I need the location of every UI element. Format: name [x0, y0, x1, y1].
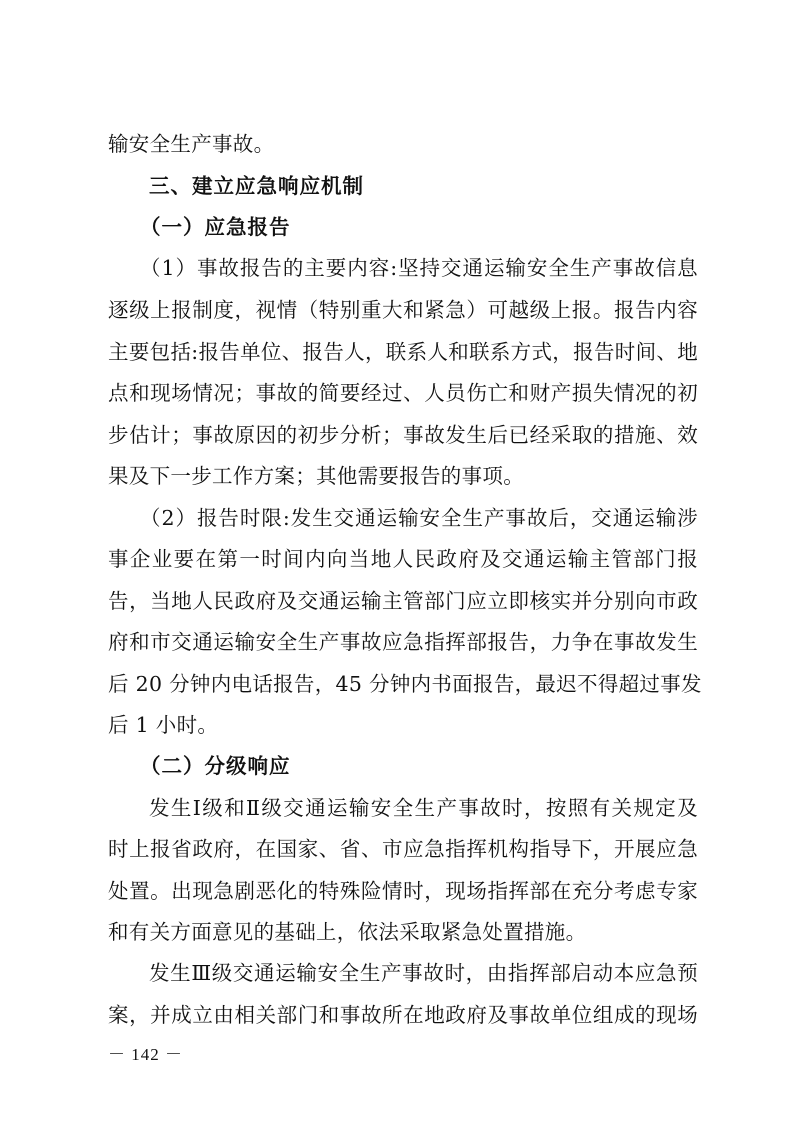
subsection-heading: （一）应急报告: [140, 215, 291, 239]
text-line: 事企业要在第一时间内向当地人民政府及交通运输主管部门报: [108, 547, 698, 571]
text-line: 后 20 分钟内电话报告，45 分钟内书面报告，最迟不得超过事发: [108, 672, 702, 696]
text-line: 时上报省政府，在国家、省、市应急指挥机构指导下，开展应急: [108, 837, 698, 861]
text-line: 后 1 小时。: [108, 713, 219, 737]
text-line: 步估计；事故原因的初步分析；事故发生后已经采取的措施、效: [108, 423, 698, 447]
text-line: 逐级上报制度，视情（特别重大和紧急）可越级上报。报告内容: [108, 298, 698, 322]
text-line: 告，当地人民政府及交通运输主管部门应立即核实并分别向市政: [108, 589, 698, 613]
section-heading: 三、建立应急响应机制: [149, 174, 364, 198]
text-line: （1）事故报告的主要内容:坚持交通运输安全生产事故信息: [140, 256, 698, 280]
text-line: 和有关方面意见的基础上，依法采取紧急处置措施。: [108, 920, 587, 944]
text-line: 果及下一步工作方案；其他需要报告的事项。: [108, 464, 524, 488]
text-line: 发生Ⅲ级交通运输安全生产事故时，由指挥部启动本应急预: [149, 961, 698, 985]
text-line: 主要包括:报告单位、报告人，联系人和联系方式，报告时间、地: [108, 340, 698, 364]
text-line: 府和市交通运输安全生产事故应急指挥部报告，力争在事故发生: [108, 630, 698, 654]
subsection-heading: （二）分级响应: [140, 754, 291, 778]
text-line: 案，并成立由相关部门和事故所在地政府及事故单位组成的现场: [108, 1003, 698, 1027]
text-line: 输安全生产事故。: [108, 132, 275, 156]
text-line: 点和现场情况；事故的简要经过、人员伤亡和财产损失情况的初: [108, 381, 698, 405]
text-line: 处置。出现急剧恶化的特殊险情时，现场指挥部在充分考虑专家: [108, 879, 698, 903]
text-line: 发生Ⅰ级和Ⅱ级交通运输安全生产事故时，按照有关规定及: [149, 796, 698, 820]
text-line: （2）报告时限:发生交通运输安全生产事故后，交通运输涉: [140, 506, 698, 530]
page-number: － 142 －: [108, 1045, 183, 1064]
